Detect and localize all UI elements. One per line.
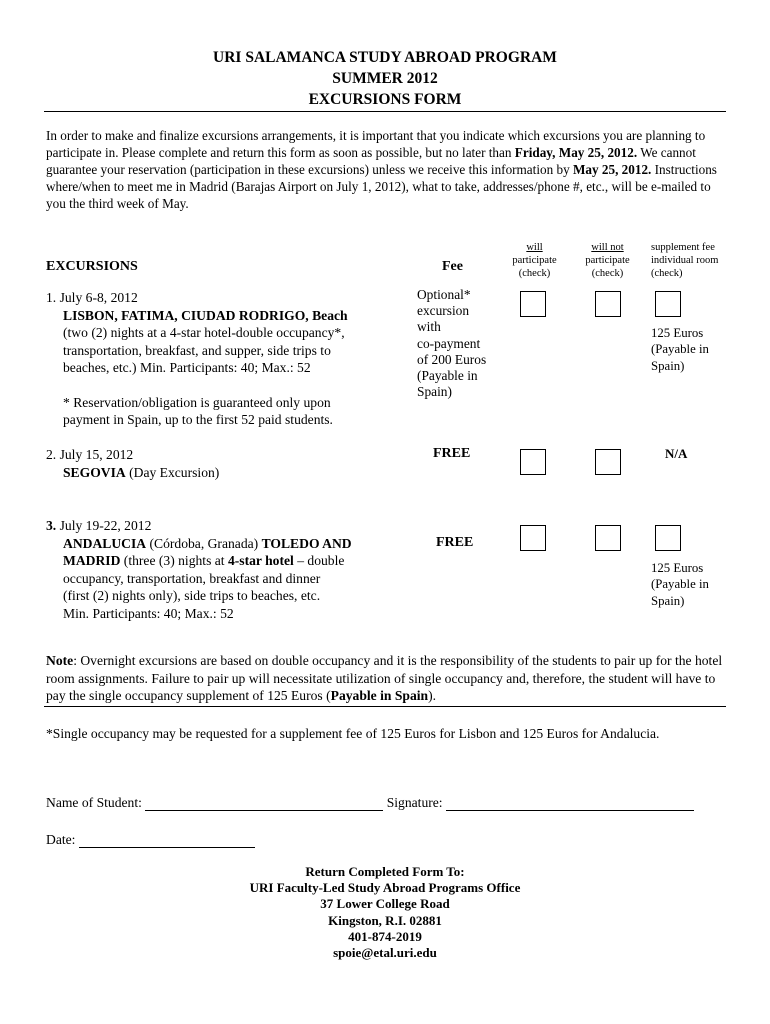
intro-text-2: We cannot guarantee your reservation (participation in these excursions) unless we receive this information by [46,145,696,177]
return-office: URI Faculty-Led Study Abroad Programs Office [249,880,521,896]
signature-field[interactable] [446,796,694,811]
will-not-participate-heading [570,241,645,280]
excursion-3-title [46,535,352,553]
excursion-1-supplement-checkbox[interactable] [655,291,681,317]
name-signature-row [46,795,694,811]
return-heading: Return Completed Form To: [305,864,465,879]
excursion-2-name: SEGOVIA [63,464,126,480]
return-street: 37 Lower College Road [320,896,450,912]
date-label: Date: [46,832,79,847]
note-text: : Overnight excursions are based on double occupancy and it is the responsibility of the students to pair up for the hotel room assignments. Failure to pair up will necessitate utilization of single occupancy and, therefore, the student will have to pay the single occupancy supplement of 125 Euros ( [46,653,723,703]
excursion-3-number: 3. [46,518,57,533]
fee-line: with [417,319,441,335]
excursion-3-will-not-participate-checkbox[interactable] [595,525,621,551]
participate-heading: participate [512,255,557,266]
name-label: Name of Student: [46,795,146,810]
excursion-3-name-2: TOLEDO AND [261,535,352,551]
form-name: EXCURSIONS FORM [308,91,462,108]
fee-line: (Payable in [417,368,478,384]
excursion-1-name: LISBON, FATIMA, CIUDAD RODRIGO, Beach [63,307,348,323]
supplement-heading [651,241,718,280]
fee-line: co-payment [417,335,481,351]
intro-paragraph [46,127,731,212]
fee-heading: Fee [442,259,463,274]
note-payable: Payable in Spain [330,688,429,703]
date-field[interactable] [79,833,255,848]
supplement-line: (Payable in [651,577,709,592]
excursion-2-will-participate-checkbox[interactable] [520,449,546,475]
excursion-3-name-3: MADRID [63,553,121,568]
excursion-2-supplement: N/A [665,446,688,461]
excursion-3-supplement [651,560,709,609]
individual-room-heading: individual room [651,255,719,266]
participate-heading: participate [585,255,630,266]
excursion-2-type: (Day Excursion) [125,464,220,480]
excursion-2-title [46,464,219,482]
excursion-1-will-not-participate-checkbox[interactable] [595,291,621,317]
note-paragraph [46,652,731,705]
excursion-2-will-not-participate-checkbox[interactable] [595,449,621,475]
excursion-3-detail-text: – double [293,553,345,568]
excursion-1-will-participate-checkbox[interactable] [520,291,546,317]
intro-text-1: In order to make and finalize excursions arrangements, it is important that you indicate which excursions you are planning to participate in. Please complete and return this form as soon as possible, but no later than [46,128,706,160]
excursion-3-detail: Min. Participants: 40; Max.: 52 [63,605,234,621]
excursion-3 [46,517,352,622]
header-rule [44,111,726,112]
will-not-heading: will not [591,242,624,253]
supplement-line: Spain) [651,593,685,608]
excursion-1-detail: beaches, etc.) Min. Participants: 40; Max.: 52 [63,360,311,375]
supplement-line: Spain) [651,358,685,373]
fee-line: Optional* [417,287,471,302]
return-phone: 401-874-2019 [348,928,422,944]
excursion-1-fee [417,287,486,400]
will-participate-heading [497,241,572,280]
supplement-line: (Payable in [651,342,709,357]
fee-line: of 200 Euros [417,351,487,367]
note-rule [44,706,726,707]
excursion-3-date-line [46,517,352,535]
intro-deadline-1: Friday, May 25, 2012. [514,145,638,160]
excursion-2-date: 2. July 15, 2012 [46,447,134,462]
will-heading: will [526,242,543,253]
excursion-3-detail-text: (three (3) nights at [120,553,228,568]
intro-deadline-2: May 25, 2012. [572,162,652,177]
excursion-3-detail: (first (2) nights only), side trips to beaches, etc. [63,588,321,603]
excursion-1-note: * Reservation/obligation is guaranteed only upon [63,394,331,410]
excursion-3-date: July 19-22, 2012 [56,518,152,533]
form-title: URI SALAMANCA STUDY ABROAD PROGRAM [213,49,557,66]
single-occupancy-note: *Single occupancy may be requested for a supplement fee of 125 Euros for Lisbon and 125 Euros for Andalucia. [46,726,660,741]
fee-line: Spain) [417,384,452,400]
excursion-2-fee: FREE [433,446,471,461]
excursion-1-note: payment in Spain, up to the first 52 paid students. [63,412,333,427]
excursion-3-supplement-checkbox[interactable] [655,525,681,551]
check-heading: (check) [651,268,683,279]
excursion-1 [46,289,348,429]
return-address [0,864,770,961]
excursion-3-cities: (Córdoba, Granada) [146,535,262,551]
intro-text-3: Instructions where/when to meet me in Madrid (Barajas Airport on July 1, 2012), what to take, addresses/phone #, etc., will be e-mailed to you the third week of May. [46,162,717,211]
check-heading: (check) [591,268,624,279]
excursion-3-name: ANDALUCIA [63,535,147,551]
supplement-line: 125 Euros [651,561,704,575]
excursion-3-hotel: 4-star hotel [227,553,294,568]
excursion-2 [46,446,219,481]
return-city: Kingston, R.I. 02881 [328,912,442,928]
excursion-1-supplement [651,325,709,374]
excursion-1-date: 1. July 6-8, 2012 [46,290,138,305]
excursion-3-detail: occupancy, transportation, breakfast and dinner [63,570,321,586]
excursion-1-detail: (two (2) nights at a 4-star hotel-double occupancy*, [63,325,345,340]
return-email: spoie@etal.uri.edu [333,945,437,961]
signature-label: Signature: [386,795,446,810]
excursion-3-will-participate-checkbox[interactable] [520,525,546,551]
supplement-fee-heading: supplement fee [651,242,715,253]
excursion-3-detail [46,552,352,570]
check-heading: (check) [518,268,551,279]
supplement-line: 125 Euros [651,326,704,340]
note-text-end: ). [428,688,437,703]
date-row [46,832,255,848]
excursions-heading: EXCURSIONS [46,259,138,274]
fee-line: excursion [417,303,470,319]
note-label: Note [46,653,74,668]
name-field[interactable] [145,796,383,811]
excursion-1-detail: transportation, breakfast, and supper, side trips to [63,342,331,358]
form-subtitle: SUMMER 2012 [332,70,438,87]
excursion-3-fee: FREE [436,535,474,550]
